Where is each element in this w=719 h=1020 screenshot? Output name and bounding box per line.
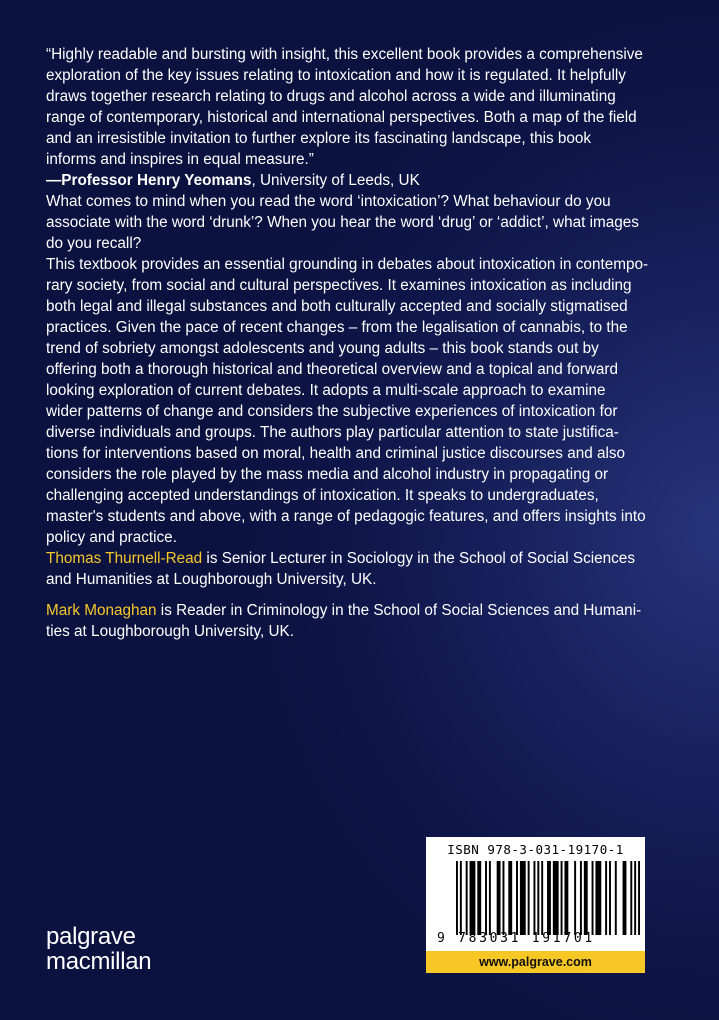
barcode-bar <box>584 861 588 935</box>
barcode-bar <box>466 861 468 935</box>
author-name-1: Thomas Thurnell-Read <box>46 550 203 567</box>
barcode-bar <box>553 861 559 935</box>
barcode-bar <box>516 861 518 935</box>
barcode-bar <box>533 861 535 935</box>
back-cover-text <box>46 44 676 642</box>
barcode-bar <box>477 861 481 935</box>
barcode-bar <box>547 861 551 935</box>
barcode-bar <box>497 861 501 935</box>
author-bio-1-line-2: and Humanities at Loughborough University, UK. <box>46 571 377 588</box>
barcode-bar <box>460 861 462 935</box>
author-bio-2-line-2: ties at Loughborough University, UK. <box>46 623 294 640</box>
author-bio-2 <box>46 600 676 642</box>
barcode-bar <box>574 861 576 935</box>
barcode-bar <box>485 861 487 935</box>
barcode-bar <box>634 861 636 935</box>
endorser-name: —Professor Henry Yeomans <box>46 172 252 189</box>
barcode-bar <box>623 861 627 935</box>
author-bio-1-line-1: is Senior Lecturer in Sociology in the School of Social Sciences <box>202 550 635 567</box>
publisher-url: www.palgrave.com <box>426 951 645 973</box>
endorsement-attribution <box>46 170 676 191</box>
barcode-bar <box>609 861 611 935</box>
author-bio-2-line-1: is Reader in Criminology in the School of Social Sciences and Humani- <box>156 602 642 619</box>
barcode-bars <box>456 861 640 935</box>
book-description: This textbook provides an essential grounding in debates about intoxication in contempo- rary society, from social and cultural perspectives. It examines intoxication as including both legal and illegal substances and both culturally accepted and socially stigmatised practices. Given the pace of recent changes – from the legalisation of cannabis, to the trend of sobriety amongst adolescents and young adults – this book stands out by offering both a thorough historical and theoretical overview and a topical and forward looking exploration of current debates. It adopts a multi-scale approach to examine wider patterns of change and considers the subjective experiences of intoxication for diverse individuals and groups. The authors play particular attention to state justifica- tions for interventions based on moral, health and criminal justice discourses and also considers the role played by the mass media and alcohol industry in propagating or challenging accepted understandings of intoxication. It speaks to undergraduates, master's students and above, with a range of pedagogic features, and offers insights into policy and practice. <box>46 256 649 546</box>
barcode-bar <box>605 861 607 935</box>
barcode-bar <box>592 861 594 935</box>
barcode-bar <box>561 861 563 935</box>
barcode-bar <box>537 861 539 935</box>
barcode-bar <box>508 861 512 935</box>
endorser-affiliation: , University of Leeds, UK <box>251 172 420 189</box>
barcode-bar <box>541 861 543 935</box>
barcode-bar <box>456 861 458 935</box>
barcode-bar <box>595 861 601 935</box>
logo-line-palgrave: palgrave <box>46 923 136 950</box>
barcode-digits: 9 783031 191701 <box>437 931 595 946</box>
author-bio-1 <box>46 548 676 590</box>
barcode-bar <box>580 861 582 935</box>
palgrave-macmillan-logo <box>46 925 151 975</box>
barcode-bar <box>630 861 632 935</box>
barcode-bar <box>470 861 476 935</box>
isbn-barcode <box>426 837 645 951</box>
author-name-2: Mark Monaghan <box>46 602 157 619</box>
logo-line-macmillan: macmillan <box>46 948 152 975</box>
intro-question: What comes to mind when you read the word ‘intoxication’? What behaviour do you associate with the word ‘drunk’? When you hear the word ‘drug’ or ‘addict’, what images do you recall? <box>46 193 639 252</box>
barcode-bar <box>489 861 491 935</box>
barcode-bar <box>520 861 526 935</box>
barcode-graphic <box>456 861 640 935</box>
barcode-bar <box>564 861 568 935</box>
barcode-bar <box>502 861 504 935</box>
isbn-label: ISBN 978-3-031-19170-1 <box>447 842 624 857</box>
barcode-bar <box>638 861 640 935</box>
endorsement-quote: “Highly readable and bursting with insight, this excellent book provides a comprehensive exploration of the key issues relating to intoxication and how it is regulated. It helpfully draws together research relating to drugs and alcohol across a wide and illuminating range of contemporary, historical and international perspectives. Both a map of the field and an irresistible invitation to further explore its fascinating landscape, this book informs and inspires in equal measure.” <box>46 46 643 168</box>
barcode-bar <box>528 861 530 935</box>
barcode-bar <box>615 861 617 935</box>
